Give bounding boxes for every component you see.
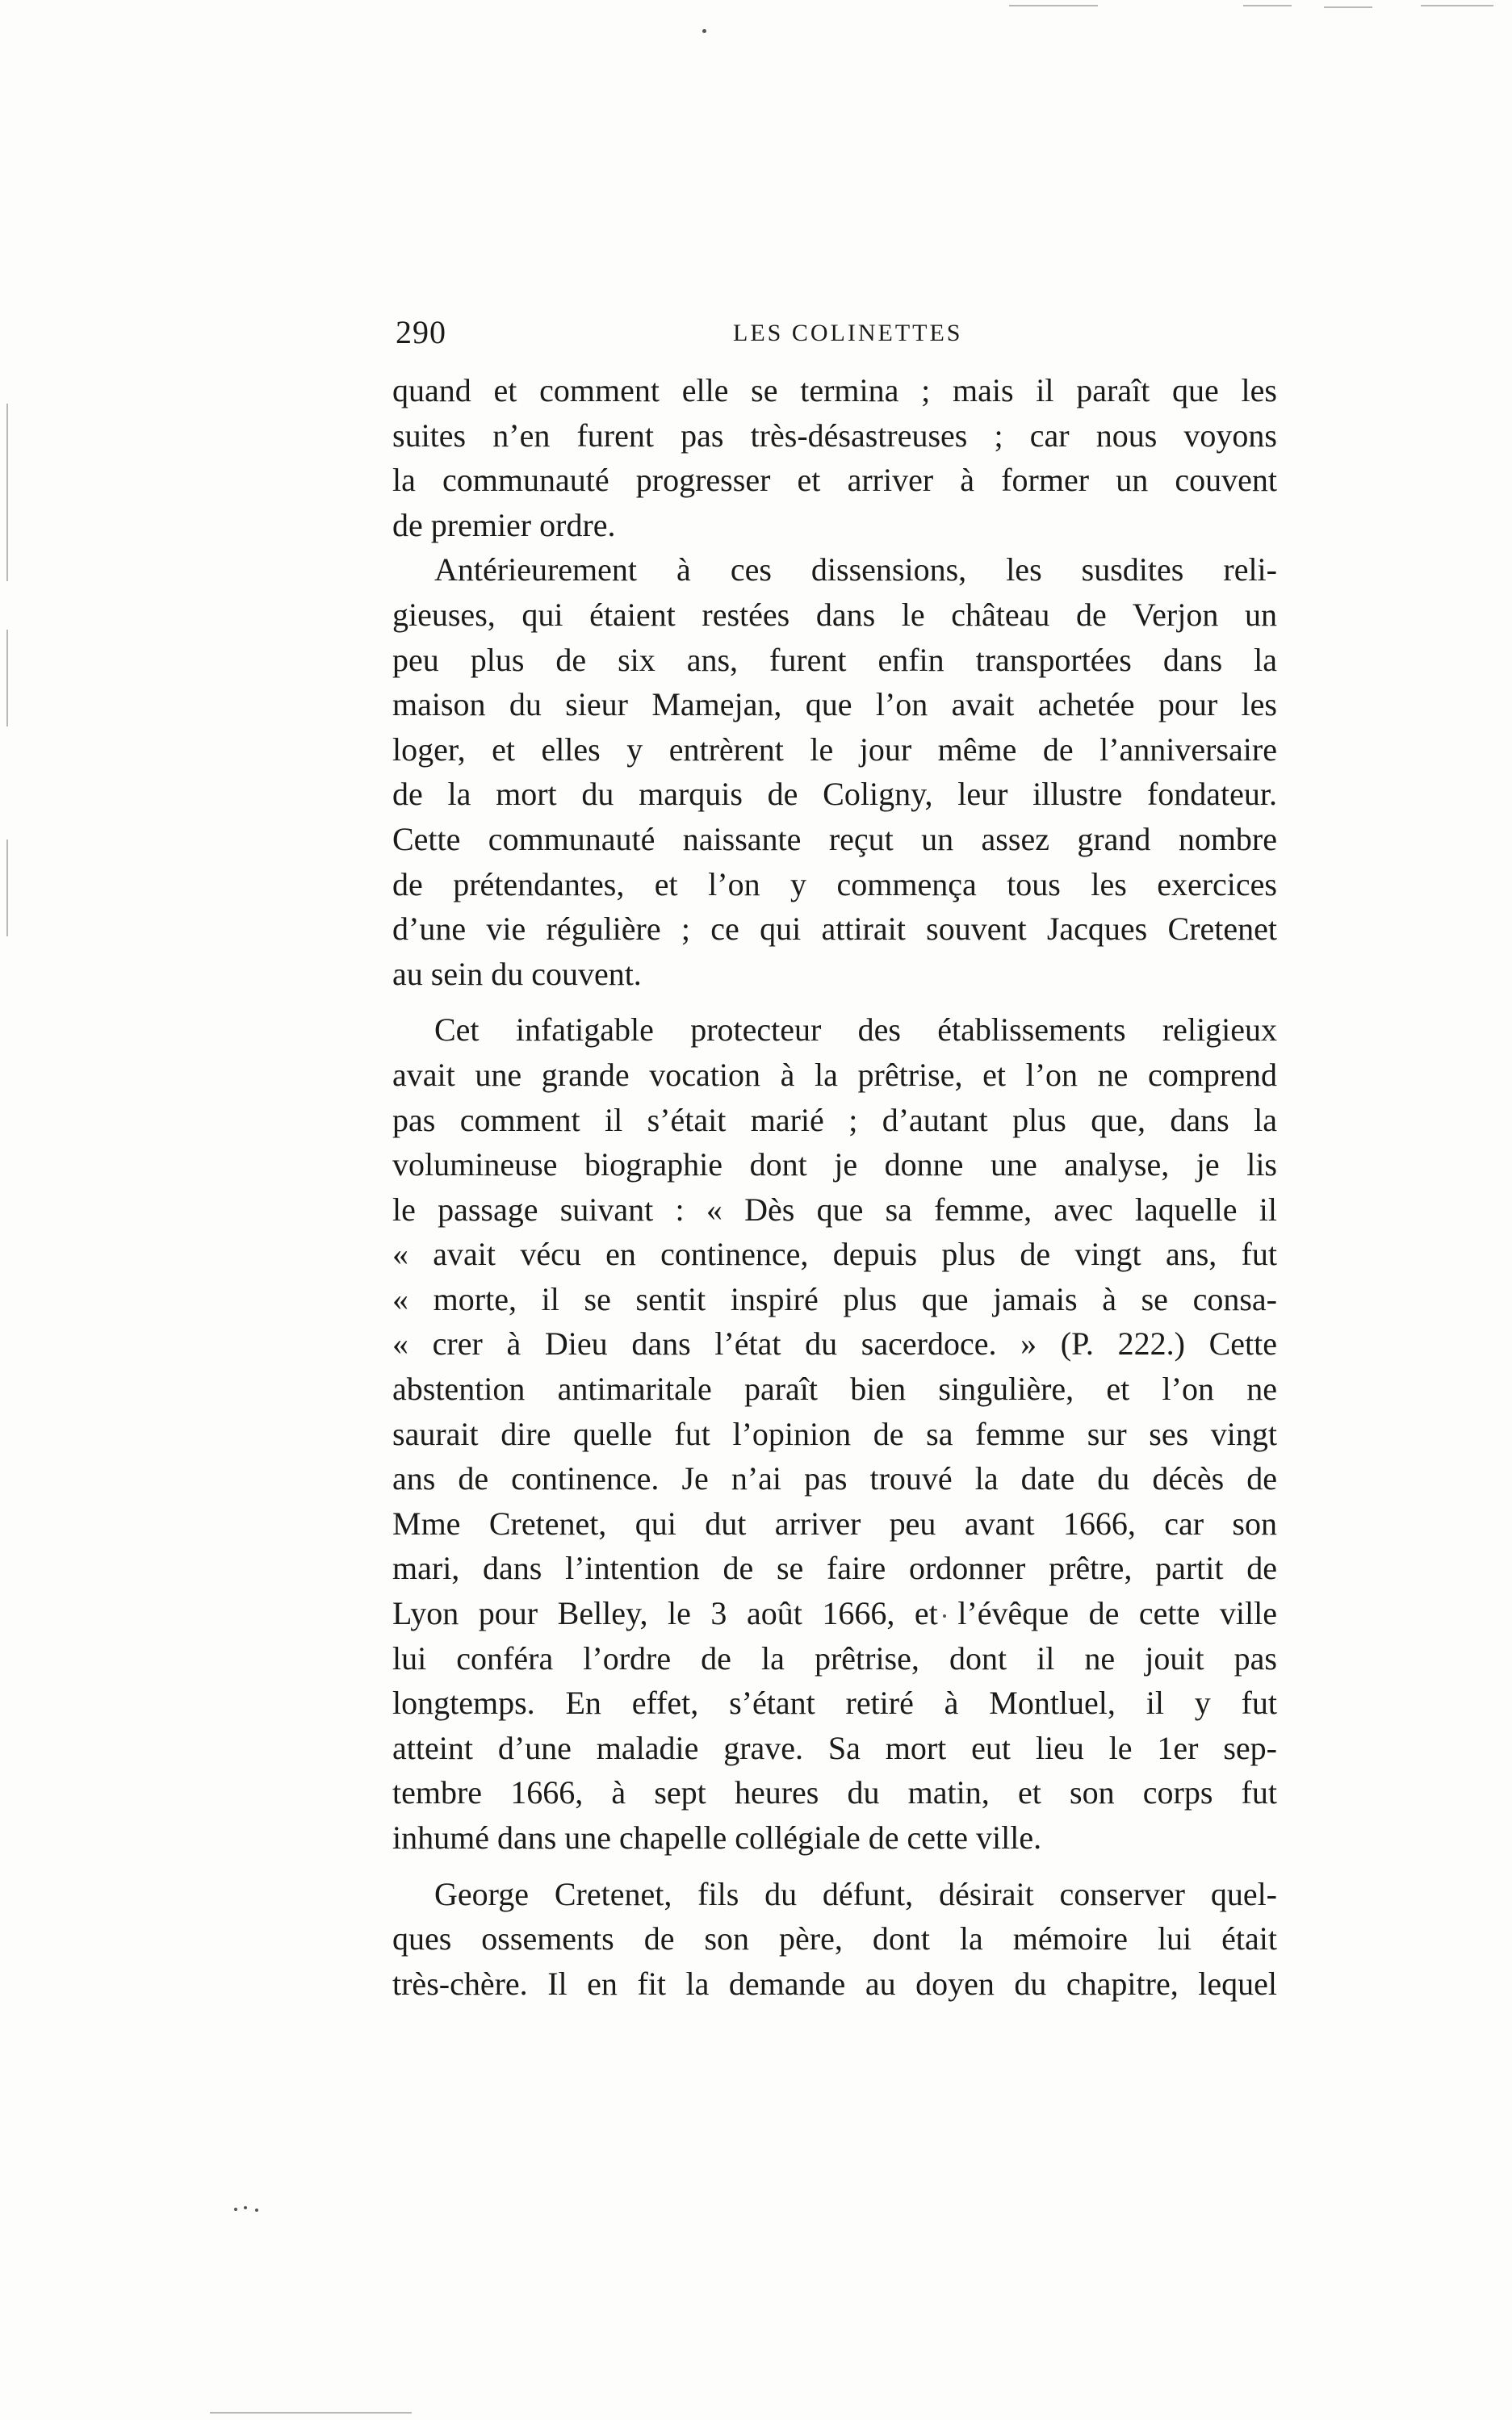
scan-artifact [6,404,8,581]
text-line: gieuses, qui étaient restées dans le château de Verjon un [392,596,1277,633]
text-line: volumineuse biographie dont je donne une analyse, je lis [392,1146,1277,1183]
text-line: George Cretenet, fils du défunt, désirait conserver quel- [434,1875,1277,1912]
text-line: inhumé dans une chapelle collégiale de cette ville. [392,1819,1042,1856]
scan-artifact [6,630,8,726]
text-line: avait une grande vocation à la prêtrise, et l’on ne comprend [392,1056,1277,1093]
running-title: LES COLINETTES [733,320,963,346]
page-header [396,313,1275,354]
scan-artifact [1009,5,1098,6]
text-line: d’une vie régulière ; ce qui attirait souvent Jacques Cretenet [392,911,1277,948]
scan-artifact [1421,5,1493,6]
text-line: ans de continence. Je n’ai pas trouvé la date du décès de [392,1460,1277,1497]
text-line: le passage suivant : « Dès que sa femme, avec laquelle il [392,1191,1277,1228]
text-line: la communauté progresser et arriver à former un couvent [392,462,1277,499]
text-line: de prétendantes, et l’on y commença tous les exercices [392,865,1277,902]
text-line: lui conféra l’ordre de la prêtrise, dont il ne jouit pas [392,1639,1277,1677]
text-line: de la mort du marquis de Coligny, leur illustre fondateur. [392,776,1277,813]
text-line: Lyon pour Belley, le 3 août 1666, et l’évêque de cette ville [392,1595,1277,1632]
text-line: Antérieurement à ces dissensions, les susdites reli- [434,551,1277,588]
text-line: longtemps. En effet, s’étant retiré à Montluel, il y fut [392,1685,1277,1722]
text-line: abstention antimaritale paraît bien singulière, et l’on ne [392,1371,1277,1408]
text-line: ques ossements de son père, dont la mémoire lui était [392,1920,1277,1957]
text-line: au sein du couvent. [392,955,642,992]
text-line: de premier ordre. [392,506,616,543]
text-line: Cette communauté naissante reçut un assez grand nombre [392,820,1277,857]
scan-artifact [1324,6,1372,8]
scan-speck [234,2208,237,2211]
text-line: loger, et elles y entrèrent le jour même de l’anniversaire [392,731,1277,768]
text-line: très-chère. Il en fit la demande au doyen du chapitre, lequel [392,1965,1277,2002]
text-line: atteint d’une maladie grave. Sa mort eut lieu le 1er sep- [392,1729,1277,1766]
text-line: mari, dans l’intention de se faire ordonner prêtre, partit de [392,1550,1277,1587]
text-line: suites n’en furent pas très-désastreuses ; car nous voyons [392,417,1277,454]
scan-artifact [210,2412,412,2414]
text-line: peu plus de six ans, furent enfin transportées dans la [392,641,1277,678]
text-line: « crer à Dieu dans l’état du sacerdoce. » (P. 222.) Cette [392,1325,1277,1363]
text-line: « morte, il se sentit inspiré plus que jamais à se consa- [392,1280,1277,1317]
text-line: tembre 1666, à sept heures du matin, et son corps fut [392,1774,1277,1811]
page-number: 290 [396,314,446,350]
paragraph-gap [392,996,1277,1007]
scan-speck [244,2206,247,2209]
scan-artifact [6,839,8,936]
text-line: Mme Cretenet, qui dut arriver peu avant 1666, car son [392,1505,1277,1542]
text-line: « avait vécu en continence, depuis plus de vingt ans, fut [392,1236,1277,1273]
paragraph-gap [392,1861,1277,1872]
text-line: saurait dire quelle fut l’opinion de sa femme sur ses vingt [392,1415,1277,1452]
body-text [392,368,1277,2006]
text-line: pas comment il s’était marié ; d’autant plus que, dans la [392,1101,1277,1138]
text-line: Cet infatigable protecteur des établissements religieux [434,1011,1277,1049]
text-line: maison du sieur Mamejan, que l’on avait achetée pour les [392,686,1277,723]
scan-speck [702,29,706,33]
scan-artifact [1243,5,1292,6]
scan-speck [255,2209,258,2212]
text-line: quand et comment elle se termina ; mais il paraît que les [392,372,1277,408]
